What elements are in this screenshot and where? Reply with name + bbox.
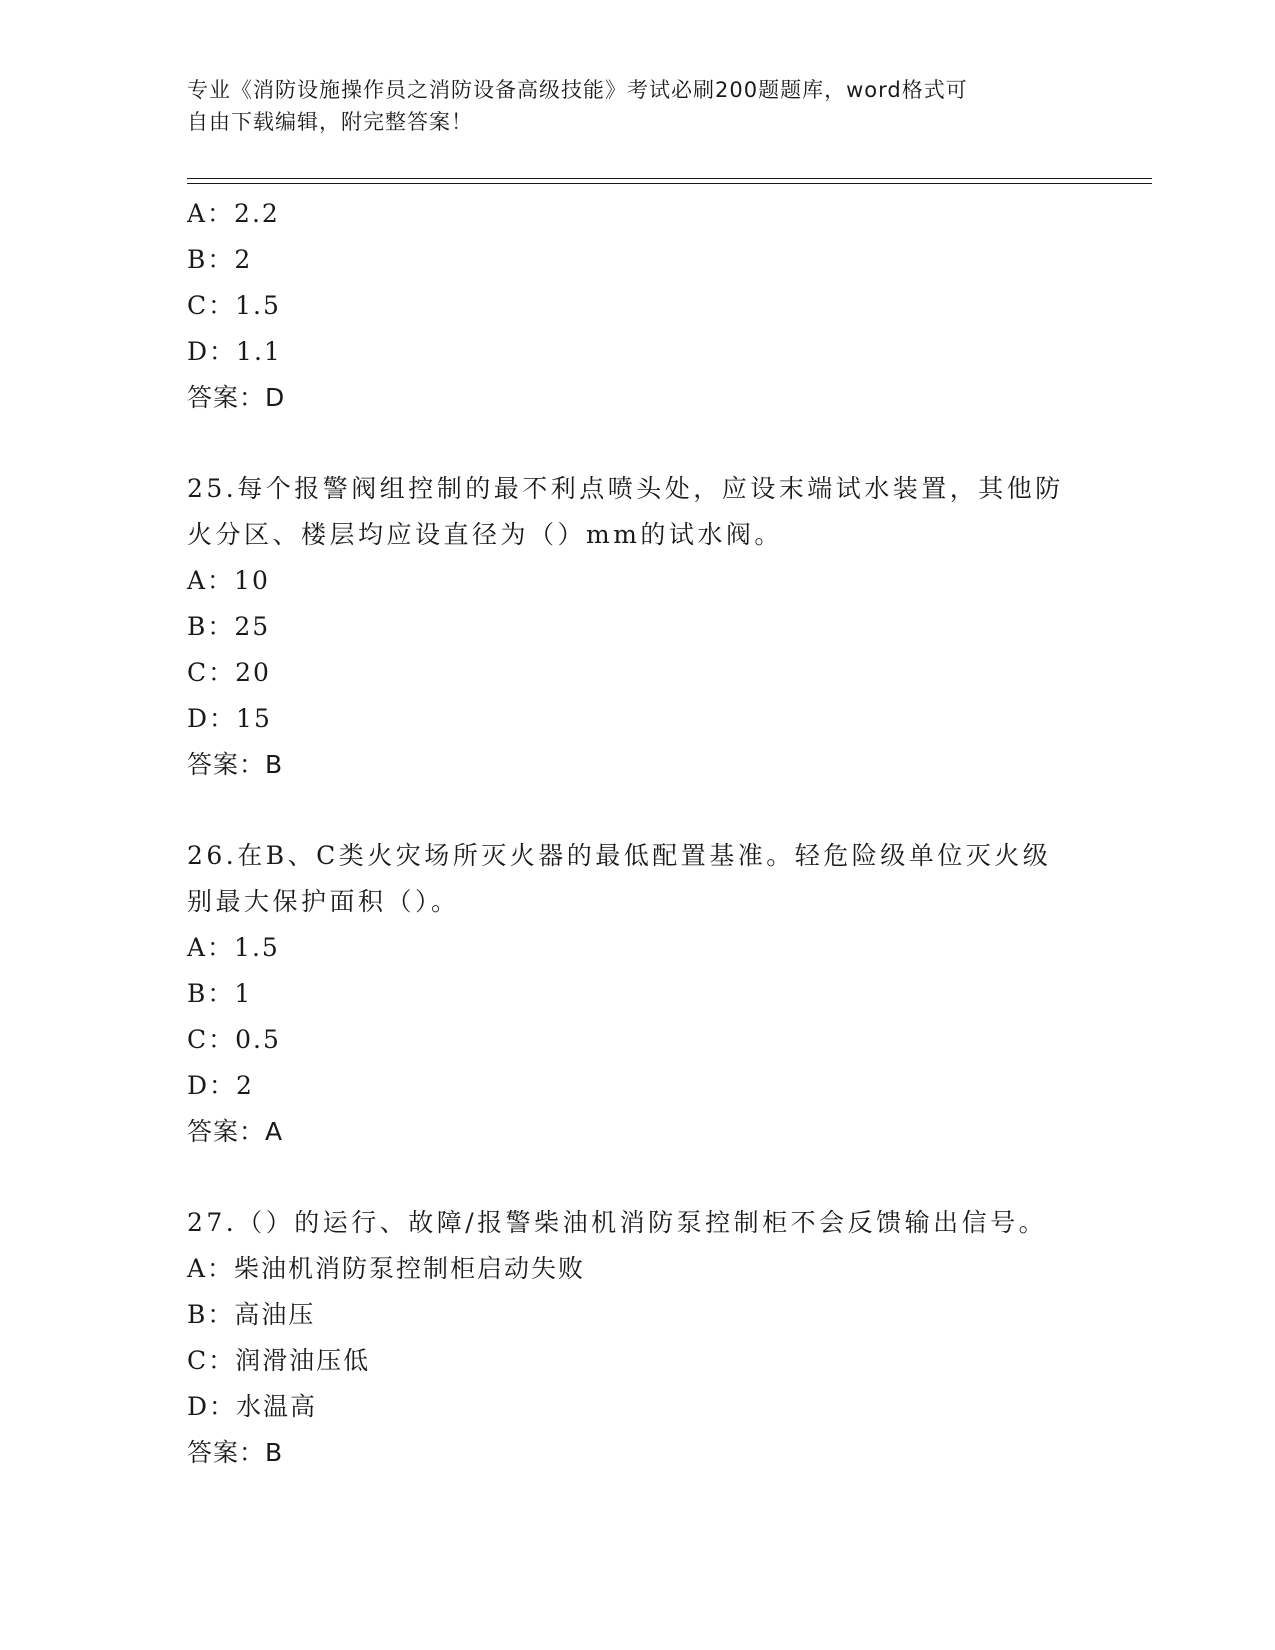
option-c: C：0.5 <box>187 1025 281 1054</box>
question-text <box>187 466 1087 558</box>
document-header <box>187 74 1067 138</box>
option-d: D：15 <box>187 704 272 733</box>
option-b: B：1 <box>187 979 253 1008</box>
question-text-line: 25.每个报警阀组控制的最不利点喷头处，应设末端试水装置，其他防 <box>187 474 1064 503</box>
header-divider-top <box>187 178 1152 179</box>
question-block-24 <box>187 191 1087 421</box>
question-text-line: 27.（）的运行、故障/报警柴油机消防泵控制柜不会反馈输出信号。 <box>187 1208 1048 1237</box>
header-divider-bottom <box>187 183 1152 184</box>
header-line-2: 自由下载编辑，附完整答案！ <box>187 110 473 134</box>
question-block-25 <box>187 466 1087 788</box>
answer-label: 答案：B <box>187 750 284 779</box>
option-c: C：润滑油压低 <box>187 1346 371 1375</box>
spacer <box>187 421 1087 466</box>
spacer <box>187 788 1087 833</box>
option-a: A：1.5 <box>187 933 280 962</box>
option-b: B：25 <box>187 612 271 641</box>
option-a: A：10 <box>187 566 270 595</box>
answer-label: 答案：D <box>187 383 286 412</box>
question-block-26 <box>187 833 1087 1155</box>
answer-label: 答案：B <box>187 1438 284 1467</box>
question-text <box>187 833 1087 925</box>
option-c: C：1.5 <box>187 291 281 320</box>
header-line-1: 专业《消防设施操作员之消防设备高级技能》考试必刷200题题库，word格式可 <box>187 78 968 102</box>
answer-label: 答案：A <box>187 1117 284 1146</box>
spacer <box>187 1155 1087 1200</box>
question-text-line: 别最大保护面积（）。 <box>187 887 460 916</box>
question-text-line: 火分区、楼层均应设直径为（）mm的试水阀。 <box>187 520 783 549</box>
option-a: A：柴油机消防泵控制柜启动失败 <box>187 1254 586 1283</box>
option-b: B：2 <box>187 245 253 274</box>
question-block-27 <box>187 1200 1087 1476</box>
question-content <box>187 191 1087 1476</box>
option-a: A：2.2 <box>187 199 280 228</box>
option-b: B：高油压 <box>187 1300 316 1329</box>
option-c: C：20 <box>187 658 271 687</box>
option-d: D：水温高 <box>187 1392 318 1421</box>
question-text <box>187 1200 1087 1246</box>
question-text-line: 26.在B、C类火灾场所灭火器的最低配置基准。轻危险级单位灭火级 <box>187 841 1052 870</box>
option-d: D：1.1 <box>187 337 282 366</box>
option-d: D：2 <box>187 1071 254 1100</box>
